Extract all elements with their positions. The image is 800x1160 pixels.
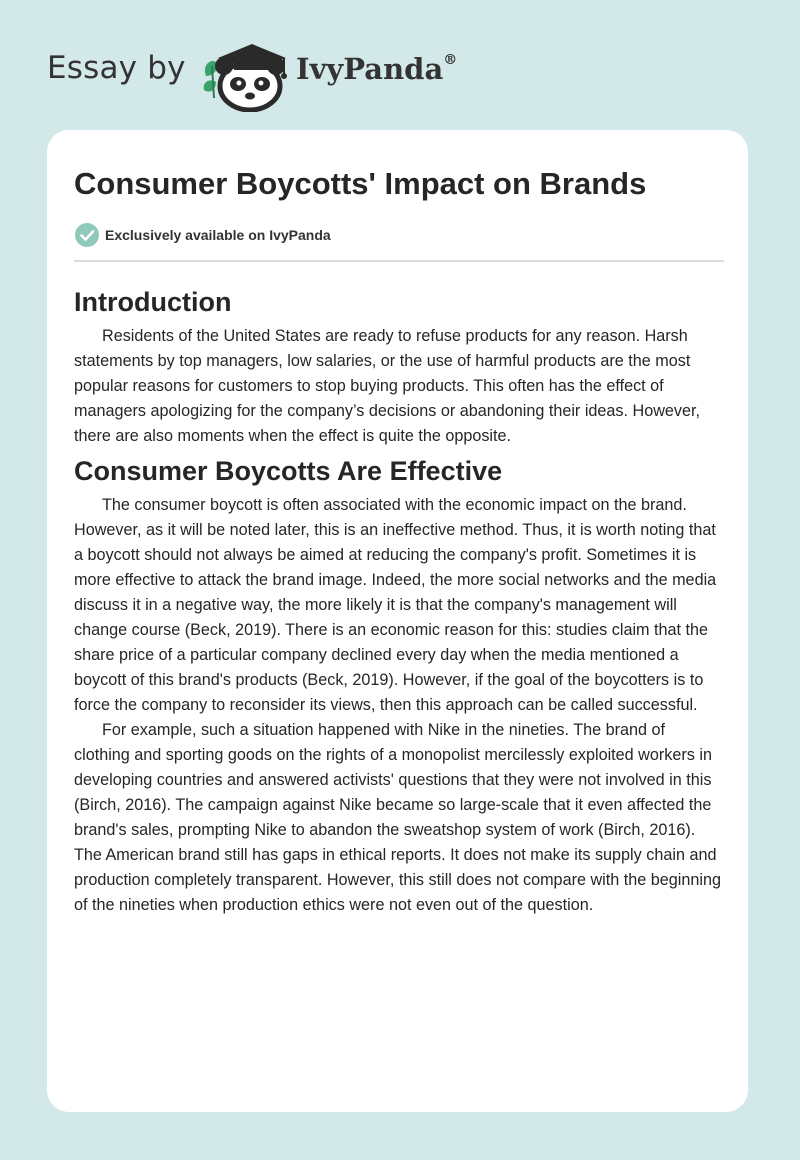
registered-mark: ® — [443, 52, 458, 69]
paragraph: The consumer boycott is often associated with the economic impact on the brand. However, as it will be noted later, this is an ineffective method. Thus, it is worth noting that a boycott should not always be aimed at reducing the company's profit. Sometimes it is more effective to attack the brand image. Indeed, the more social networks and the media discuss it in a negative way, the more likely it is that the company's management will change course (Beck, 2019). There is an economic reason for this: studies claim that the share price of a particular company declined every day when the media mentioned a boycott of this brand's products (Beck, 2019). However, if the goal of the boycotters is to force the company to reconsider its views, then this approach can be called successful. — [74, 496, 717, 714]
essay-by-label: Essay by — [47, 50, 186, 86]
paragraph: For example, such a situation happened with Nike in the nineties. The brand of clothing and sporting goods on the rights of a monopolist mercilessly exploited workers in developing countries and answered activists' questions that they were not involved in this (Birch, 2016). The campaign against Nike became so large-scale that it even affected the brand's sales, prompting Nike to abandon the sweatshop system of work (Birch, 2016). The American brand still has gaps in ethical reports. It does not make its supply chain and production completely transparent. However, this still does not compare with the beginning of the nineties when production ethics were not even out of the question. — [74, 721, 721, 914]
section-heading-introduction: Introduction — [74, 287, 232, 317]
page-title: Consumer Boycotts' Impact on Brands — [74, 166, 647, 201]
paragraph: Residents of the United States are ready to refuse products for any reason. Harsh statements by top managers, low salaries, or the use of harmful products are the most popular reasons for customers to stop buying products. This often has the effect of managers apologizing for the company’s decisions or abandoning their ideas. However, there are also moments when the effect is quite the opposite. — [74, 327, 700, 445]
essay-card — [47, 130, 748, 1112]
section-heading-effective: Consumer Boycotts Are Effective — [74, 456, 503, 486]
check-circle-icon — [74, 222, 100, 248]
exclusive-badge — [74, 222, 331, 248]
panda-graduate-icon[interactable] — [200, 36, 296, 112]
brand-name[interactable] — [296, 52, 457, 86]
brand-label: IvyPanda — [296, 52, 444, 86]
exclusive-badge-label: Exclusively available on IvyPanda — [105, 227, 331, 243]
site-header — [0, 0, 800, 130]
essay-body — [74, 280, 724, 918]
title-divider — [74, 260, 724, 262]
